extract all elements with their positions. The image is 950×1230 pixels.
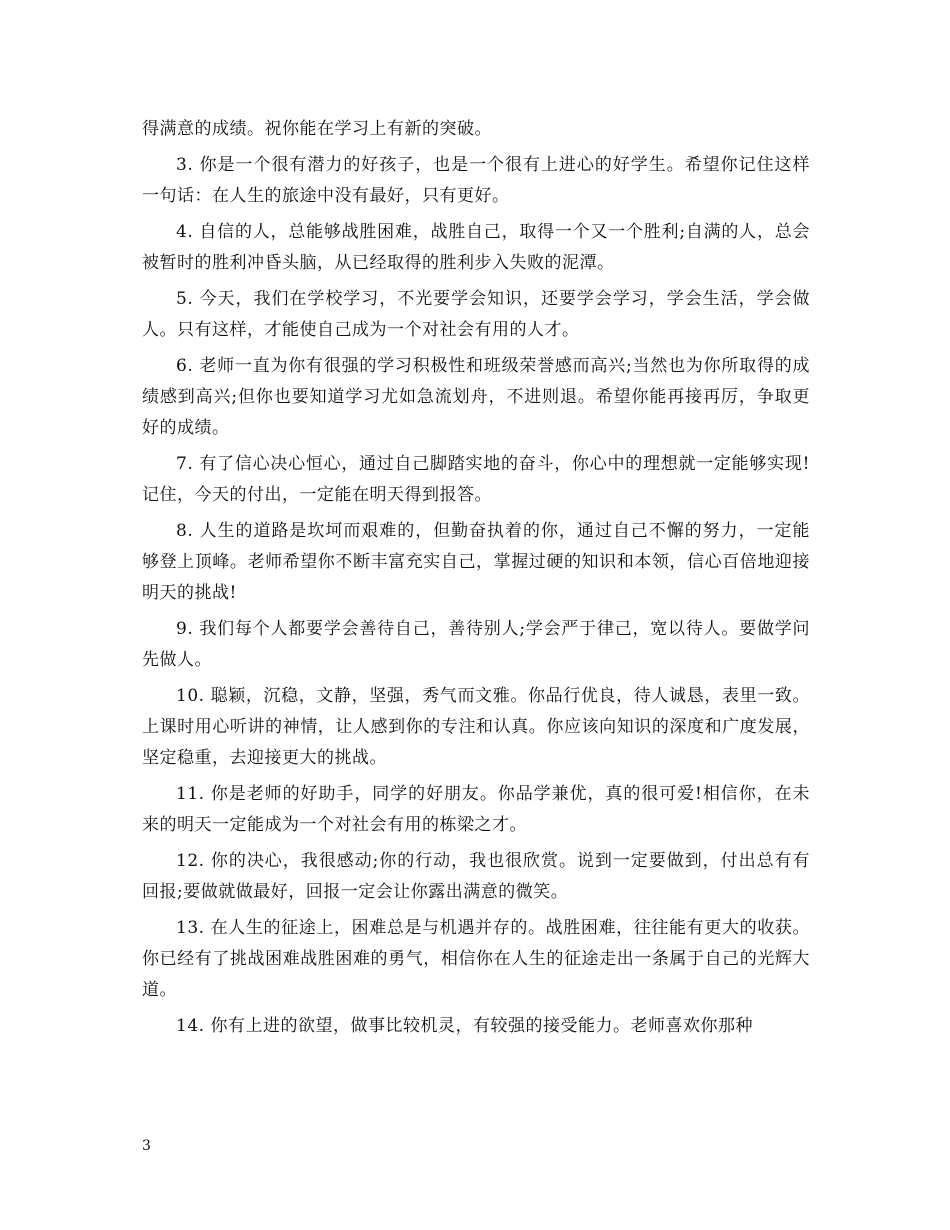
- paragraph: 13. 在人生的征途上，困难总是与机遇并存的。战胜困难，往往能有更大的收获。你已经有了挑战困难战胜困难的勇气，相信你在人生的征途走出一条属于自己的光辉大道。: [142, 918, 810, 1000]
- paragraph: 12. 你的决心，我很感动;你的行动，我也很欣赏。说到一定要做到，付出总有有回报;要做就做最好，回报一定会让你露出满意的微笑。: [142, 851, 810, 902]
- paragraph: 5. 今天，我们在学校学习，不光要学会知识，还要学会学习，学会生活，学会做人。只有这样，才能使自己成为一个对社会有用的人才。: [142, 289, 810, 340]
- body-text: [142, 114, 810, 1047]
- paragraph: 8. 人生的道路是坎坷而艰难的，但勤奋执着的你，通过自己不懈的努力，一定能够登上顶峰。老师希望你不断丰富充实自己，掌握过硬的知识和本领，信心百倍地迎接明天的挑战!: [142, 521, 810, 603]
- paragraph: 得满意的成绩。祝你能在学习上有新的突破。: [142, 119, 492, 139]
- paragraph: 11. 你是老师的好助手，同学的好朋友。你品学兼优，真的很可爱!相信你，在未来的明天一定能成为一个对社会有用的栋梁之才。: [142, 784, 810, 835]
- paragraph: 6. 老师一直为你有很强的学习积极性和班级荣誉感而高兴;当然也为你所取得的成绩感到高兴;但你也要知道学习尤如急流划舟，不进则退。希望你能再接再厉，争取更好的成绩。: [142, 356, 810, 438]
- paragraph: 9. 我们每个人都要学会善待自己，善待别人;学会严于律己，宽以待人。要做学问先做人。: [142, 619, 810, 670]
- paragraph: 7. 有了信心决心恒心，通过自己脚踏实地的奋斗，你心中的理想就一定能够实现!记住，今天的付出，一定能在明天得到报答。: [142, 454, 810, 505]
- page-number: 3: [142, 1138, 151, 1154]
- paragraph: 10. 聪颖，沉稳，文静，坚强，秀气而文雅。你品行优良，待人诚恳，表里一致。上课时用心听讲的神情，让人感到你的专注和认真。你应该向知识的深度和广度发展，坚定稳重，去迎接更大的挑战。: [142, 686, 810, 768]
- paragraph: 3. 你是一个很有潜力的好孩子，也是一个很有上进心的好学生。希望你记住这样一句话：在人生的旅途中没有最好，只有更好。: [142, 155, 810, 206]
- paragraph: 14. 你有上进的欲望，做事比较机灵，有较强的接受能力。老师喜欢你那种: [176, 1016, 753, 1036]
- paragraph: 4. 自信的人，总能够战胜困难，战胜自己，取得一个又一个胜利;自满的人，总会被暂时的胜利冲昏头脑，从已经取得的胜利步入失败的泥潭。: [142, 222, 810, 273]
